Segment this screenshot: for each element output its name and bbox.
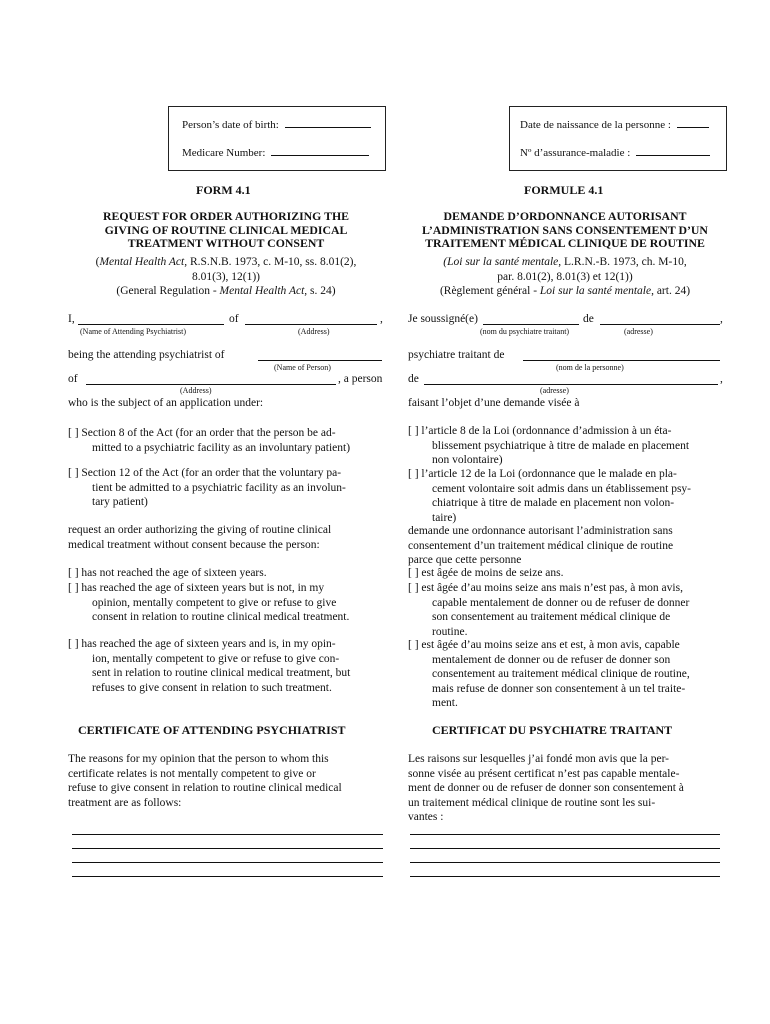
- name-person-caption: (Name of Person): [274, 363, 331, 372]
- reason-line: [ ] has reached the age of sixteen years and is, in my opin-: [68, 638, 336, 650]
- subject-label: who is the subject of an application under:: [68, 397, 264, 409]
- reasons-line: un traitement médical clinique de routine sont les sui-: [408, 796, 656, 809]
- title-en-line: TREATMENT WITHOUT CONSENT: [127, 236, 325, 251]
- i-label: I,: [68, 313, 75, 325]
- reason-line: capable mentalement de donner ou de refuser de donner: [432, 596, 690, 609]
- reasons-answer-line-fr[interactable]: [410, 862, 720, 863]
- dob-label-fr: Date de naissance de la personne :: [520, 119, 671, 131]
- reason-line: ment.: [432, 697, 458, 710]
- option-line: [ ] Section 12 of the Act (for an order that the voluntary pa-: [68, 467, 342, 479]
- statute-ref-en-line3: [58, 284, 394, 299]
- psychiatrist-name-line[interactable]: [78, 324, 224, 325]
- request-paragraph-en: [68, 523, 386, 552]
- psychiatrist-address-line[interactable]: [245, 324, 377, 325]
- statute-ref-en-line1: (Mental Health Act, R.S.N.B. 1973, c. M-10, ss. 8.01(2),: [95, 256, 357, 268]
- reasons-answer-line-fr[interactable]: [410, 834, 720, 835]
- reason-line: sent in relation to routine clinical medical treatment, but: [92, 667, 351, 680]
- reasons-answer-line-fr[interactable]: [410, 876, 720, 877]
- de2-label: de: [408, 373, 419, 385]
- request-line: medical treatment without consent because the person:: [68, 538, 320, 551]
- reason-line: [ ] has not reached the age of sixteen years.: [68, 567, 267, 579]
- comma: ,: [380, 313, 383, 325]
- option-line: tary patient): [92, 496, 148, 509]
- reasons-line: sonne visée au présent certificat n’est pas capable mentale-: [408, 767, 680, 780]
- act-citation: , L.R.N.-B. 1973, ch. M-10,: [558, 256, 687, 268]
- certificate-title-fr: CERTIFICAT DU PSYCHIATRE TRAITANT: [432, 723, 673, 737]
- reasons-answer-line-en[interactable]: [72, 848, 383, 849]
- option-line: taire): [432, 511, 457, 524]
- comma2-fr: ,: [720, 373, 723, 385]
- regulation-prefix: (Règlement général -: [439, 285, 540, 298]
- reason-line: mais refuse de donner son consentement à un tel traite-: [432, 682, 686, 695]
- reasons-line: refuse to give consent in relation to routine clinical medical: [68, 782, 342, 795]
- header-box-left: [168, 106, 386, 171]
- title-en-line: GIVING OF ROUTINE CLINICAL MEDICAL: [104, 222, 348, 237]
- faisant-label: faisant l’objet d’une demande visée à: [408, 397, 580, 409]
- reasons-answer-line-en[interactable]: [72, 834, 383, 835]
- title-en-line: REQUEST FOR ORDER AUTHORIZING THE: [102, 209, 350, 223]
- reason-not-competent-fr[interactable]: [408, 581, 726, 639]
- form-number-fr: FORMULE 4.1: [524, 183, 604, 197]
- reasons-line: certificate relates is not mentally competent to give or: [68, 767, 316, 780]
- being-label: being the attending psychiatrist of: [68, 349, 225, 361]
- header-box-right: [509, 106, 727, 171]
- title-fr: [400, 210, 730, 251]
- reasons-paragraph-en: [68, 752, 386, 810]
- reason-line: opinion, mentally competent to give or refuse to give: [92, 596, 337, 609]
- reason-line: mentalement de donner ou de refuser de donner son: [432, 653, 671, 666]
- comma-fr: ,: [720, 313, 723, 325]
- reasons-paragraph-fr: [408, 752, 726, 825]
- option-article-12[interactable]: [408, 467, 726, 525]
- option-line: non volontaire): [432, 454, 503, 467]
- reason-under-16-en[interactable]: [68, 566, 386, 581]
- act-name: Mental Health Act: [219, 285, 305, 298]
- regulation-section: , s. 24): [304, 285, 336, 298]
- title-fr-line: L’ADMINISTRATION SANS CONSENTEMENT D’UN: [422, 222, 708, 237]
- reason-not-competent-en[interactable]: [68, 581, 386, 625]
- request-line: parce que cette personne: [408, 554, 522, 567]
- psychiatre-adresse-line[interactable]: [600, 324, 720, 325]
- request-line: consentement d’un traitement médical clinique de routine: [408, 539, 674, 552]
- reason-line: [ ] has reached the age of sixteen years but is not, in my: [68, 582, 325, 594]
- of-label: of: [229, 313, 239, 325]
- option-line: [ ] Section 8 of the Act (for an order that the person be ad-: [68, 427, 336, 439]
- reason-line: [ ] est âgée d’au moins seize ans et est, à mon avis, capable: [408, 639, 680, 651]
- reason-line: [ ] est âgée de moins de seize ans.: [408, 567, 564, 579]
- dob-label-en: Person’s date of birth:: [182, 119, 279, 131]
- reason-refuses-fr[interactable]: [408, 638, 726, 711]
- reason-line: refuses to give consent in relation to such treatment.: [92, 681, 332, 694]
- reason-line: routine.: [432, 625, 468, 638]
- option-line: cement volontaire soit admis dans un établissement psy-: [432, 482, 692, 495]
- of2-label: of: [68, 373, 78, 385]
- psychiatre-nom-line[interactable]: [483, 324, 579, 325]
- reasons-answer-line-fr[interactable]: [410, 848, 720, 849]
- reason-line: [ ] est âgée d’au moins seize ans mais n’est pas, à mon avis,: [408, 582, 683, 594]
- reasons-answer-line-en[interactable]: [72, 876, 383, 877]
- medicare-label-en: Medicare Number:: [182, 147, 266, 159]
- title-fr-line: DEMANDE D’ORDONNANCE AUTORISANT: [443, 209, 687, 223]
- reason-line: consent in relation to routine clinical medical treatment.: [92, 611, 350, 624]
- address2-caption: (Address): [180, 386, 212, 395]
- statute-ref-fr: [400, 255, 730, 299]
- title-fr-line: TRAITEMENT MÉDICAL CLINIQUE DE ROUTINE: [425, 236, 705, 251]
- option-line: [ ] l’article 8 de la Loi (ordonnance d’admission à un éta-: [408, 425, 672, 437]
- option-section-8[interactable]: [68, 426, 386, 455]
- act-name: Mental Health Act: [99, 256, 185, 268]
- adresse2-caption: (adresse): [540, 386, 569, 395]
- name-psychiatrist-caption: (Name of Attending Psychiatrist): [80, 327, 186, 336]
- medicare-field-en[interactable]: [182, 145, 369, 160]
- regulation-prefix: (General Regulation -: [116, 285, 220, 298]
- psychiatre-traitant-label: psychiatre traitant de: [408, 349, 505, 361]
- option-line: mitted to a psychiatric facility as an involuntary patient): [92, 441, 351, 454]
- act-name: Loi sur la santé mentale: [539, 285, 652, 298]
- option-line: [ ] l’article 12 de la Loi (ordonnance que le malade en pla-: [408, 468, 677, 480]
- reasons-line: Les raisons sur lesquelles j’ai fondé mon avis que la per-: [408, 753, 670, 765]
- title-en: [68, 210, 384, 251]
- option-line: blissement psychiatrique à titre de malade en placement: [432, 439, 690, 452]
- person-name-line[interactable]: [258, 360, 382, 361]
- act-citation: , R.S.N.B. 1973, c. M-10, ss. 8.01(2),: [184, 256, 357, 268]
- address-caption: (Address): [298, 327, 330, 336]
- option-line: tient be admitted to a psychiatric facility as an involun-: [92, 481, 346, 494]
- certificate-title-en: CERTIFICATE OF ATTENDING PSYCHIATRIST: [78, 723, 346, 737]
- medicare-label-fr: Nº d’assurance-maladie :: [520, 147, 631, 159]
- personne-adresse-line[interactable]: [424, 384, 718, 385]
- adresse-caption: (adresse): [624, 327, 653, 336]
- regulation-section: , art. 24): [651, 285, 691, 298]
- nom-psychiatre-caption: (nom du psychiatre traitant): [480, 327, 570, 336]
- reason-refuses-en[interactable]: [68, 637, 386, 695]
- statute-ref-en-line2: 8.01(3), 12(1)): [191, 270, 261, 283]
- de-label: de: [583, 313, 594, 325]
- reason-line: ion, mentally competent to give or refuse to give con-: [92, 652, 340, 665]
- reason-line: consentement au traitement médical clinique de routine,: [432, 668, 690, 681]
- reason-under-16-fr[interactable]: [408, 566, 726, 581]
- option-section-12[interactable]: [68, 466, 386, 510]
- option-line: chiatrique à titre de malade en placement non volon-: [432, 497, 675, 510]
- nom-personne-caption: (nom de la personne): [556, 363, 624, 372]
- statute-ref-fr-line1: [400, 255, 730, 270]
- reasons-line: The reasons for my opinion that the person to whom this: [68, 753, 329, 765]
- reason-line: son consentement au traitement médical clinique de: [432, 611, 671, 624]
- statute-ref-fr-line2: par. 8.01(2), 8.01(3) et 12(1)): [497, 270, 633, 283]
- statute-ref-fr-line3: [400, 284, 730, 299]
- medicare-field-fr[interactable]: [520, 145, 710, 160]
- reasons-line: treatment are as follows:: [68, 796, 182, 809]
- request-paragraph-fr: [408, 524, 726, 568]
- personne-nom-line[interactable]: [523, 360, 720, 361]
- reasons-line: ment de donner ou de refuser de donner son consentement à: [408, 782, 684, 795]
- dob-field-fr[interactable]: [520, 117, 709, 132]
- person-address-line[interactable]: [86, 384, 336, 385]
- request-line: request an order authorizing the giving of routine clinical: [68, 524, 332, 536]
- je-label: Je soussigné(e): [408, 313, 478, 325]
- form-number-en: FORM 4.1: [196, 183, 251, 197]
- option-article-8[interactable]: [408, 424, 726, 468]
- reasons-line: vantes :: [408, 811, 444, 824]
- act-name: (Loi sur la santé mentale: [443, 256, 559, 268]
- request-line: demande une ordonnance autorisant l’administration sans: [408, 525, 673, 537]
- a-person-label: , a person: [338, 373, 383, 385]
- dob-field-en[interactable]: [182, 117, 371, 132]
- statute-ref-en: [58, 255, 394, 299]
- reasons-answer-line-en[interactable]: [72, 862, 383, 863]
